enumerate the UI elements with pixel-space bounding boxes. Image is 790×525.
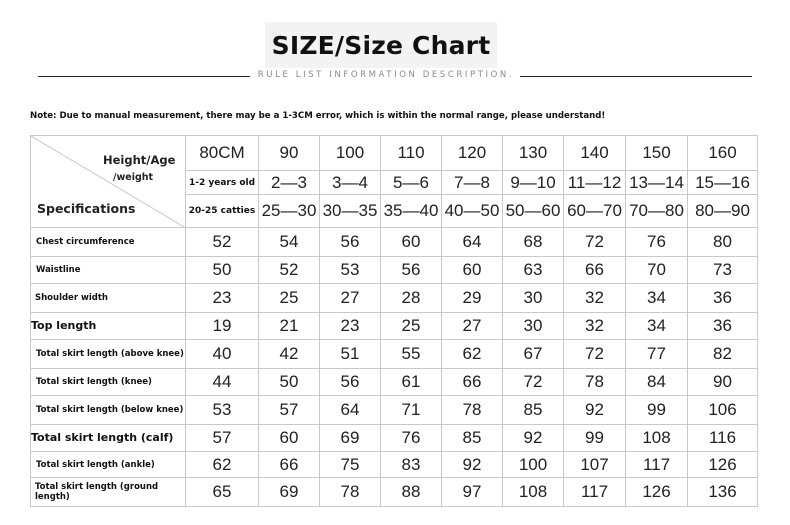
measurement-value: 78 [564,369,626,396]
measurement-value: 99 [626,396,688,425]
measurement-value: 69 [259,478,320,507]
measurement-value: 60 [442,257,503,284]
age-cell: 15—16 [688,171,758,195]
measurement-value: 76 [381,425,442,452]
measurement-value: 85 [503,396,564,425]
height-cell: 100 [320,136,381,171]
measurement-value: 54 [259,228,320,257]
size-chart-table [30,135,758,507]
corner-height-age-label: Height/Age [103,153,176,167]
measurement-value: 61 [381,369,442,396]
age-cell: 3—4 [320,171,381,195]
age-cell: 13—14 [626,171,688,195]
weight-cell: 30—35 [320,195,381,228]
height-cell: 140 [564,136,626,171]
page-title: SIZE/Size Chart [271,30,491,60]
measurement-value: 75 [320,452,381,478]
measurement-value: 52 [186,228,259,257]
age-cell: 9—10 [503,171,564,195]
measurement-value: 36 [688,313,758,340]
measurement-value: 57 [186,425,259,452]
measurement-value: 40 [186,340,259,369]
measurement-row [31,452,758,478]
weight-cell: 70—80 [626,195,688,228]
corner-weight-label: /weight [113,172,154,183]
title-banner [265,22,497,68]
measurement-value: 126 [688,452,758,478]
measurement-label: Shoulder width [31,284,186,313]
age-cell: 7—8 [442,171,503,195]
measurement-row [31,228,758,257]
measurement-value: 88 [381,478,442,507]
age-row-label: 1-2 years old [186,171,259,195]
measurement-value: 25 [381,313,442,340]
measurement-row [31,257,758,284]
weight-cell: 25—30 [259,195,320,228]
height-cell: 130 [503,136,564,171]
measurement-row [31,313,758,340]
measurement-value: 34 [626,284,688,313]
measurement-label: Waistline [31,257,186,284]
measurement-value: 85 [442,425,503,452]
measurement-value: 28 [381,284,442,313]
corner-header-cell [31,136,186,228]
measurement-value: 34 [626,313,688,340]
age-cell: 2—3 [259,171,320,195]
measurement-value: 36 [688,284,758,313]
weight-cell: 80—90 [688,195,758,228]
measurement-value: 82 [688,340,758,369]
measurement-value: 97 [442,478,503,507]
measurement-value: 78 [442,396,503,425]
measurement-value: 100 [503,452,564,478]
measurement-value: 126 [626,478,688,507]
measurement-value: 29 [442,284,503,313]
rule-divider-right [520,76,752,77]
height-cell: 80CM [186,136,259,171]
measurement-value: 92 [442,452,503,478]
measurement-value: 76 [626,228,688,257]
measurement-value: 60 [381,228,442,257]
measurement-row [31,396,758,425]
height-row [31,136,758,171]
measurement-value: 32 [564,284,626,313]
measurement-value: 106 [688,396,758,425]
measurement-value: 116 [688,425,758,452]
measurement-value: 56 [320,228,381,257]
age-cell: 11—12 [564,171,626,195]
measurement-value: 84 [626,369,688,396]
measurement-value: 56 [320,369,381,396]
measurement-value: 77 [626,340,688,369]
measurement-value: 27 [442,313,503,340]
measurement-value: 72 [564,228,626,257]
measurement-value: 68 [503,228,564,257]
measurement-note: Note: Due to manual measurement, there may be a 1-3CM error, which is within the normal range, please understand! [30,111,606,121]
measurement-value: 23 [320,313,381,340]
measurement-value: 25 [259,284,320,313]
measurement-value: 108 [503,478,564,507]
measurement-value: 57 [259,396,320,425]
rule-subtitle: RULE LIST INFORMATION DESCRIPTION. [257,70,515,80]
measurement-value: 55 [381,340,442,369]
measurement-value: 90 [688,369,758,396]
measurement-label: Top length [31,313,186,340]
weight-cell: 50—60 [503,195,564,228]
corner-specifications-label: Specifications [37,201,136,216]
measurement-label: Total skirt length (ankle) [31,452,186,478]
measurement-value: 52 [259,257,320,284]
measurement-value: 72 [503,369,564,396]
measurement-value: 136 [688,478,758,507]
measurement-value: 50 [186,257,259,284]
weight-cell: 35—40 [381,195,442,228]
height-cell: 90 [259,136,320,171]
measurement-value: 30 [503,313,564,340]
measurement-value: 108 [626,425,688,452]
measurement-value: 44 [186,369,259,396]
measurement-value: 99 [564,425,626,452]
measurement-value: 66 [259,452,320,478]
measurement-value: 70 [626,257,688,284]
measurement-value: 67 [503,340,564,369]
measurement-value: 23 [186,284,259,313]
measurement-row [31,369,758,396]
height-cell: 160 [688,136,758,171]
measurement-label: Total skirt length (calf) [31,425,186,452]
measurement-value: 53 [320,257,381,284]
rule-divider-left [38,76,250,77]
measurement-value: 69 [320,425,381,452]
measurement-value: 71 [381,396,442,425]
measurement-label: Total skirt length (knee) [31,369,186,396]
measurement-row [31,478,758,507]
measurement-row [31,340,758,369]
measurement-value: 60 [259,425,320,452]
measurement-value: 66 [442,369,503,396]
measurement-label: Total skirt length (above knee) [31,340,186,369]
measurement-value: 117 [626,452,688,478]
measurement-value: 117 [564,478,626,507]
measurement-value: 50 [259,369,320,396]
measurement-value: 27 [320,284,381,313]
height-cell: 150 [626,136,688,171]
measurement-value: 107 [564,452,626,478]
measurement-value: 92 [564,396,626,425]
measurement-value: 72 [564,340,626,369]
measurement-value: 83 [381,452,442,478]
measurement-value: 66 [564,257,626,284]
height-cell: 120 [442,136,503,171]
measurement-label: Chest circumference [31,228,186,257]
measurement-value: 78 [320,478,381,507]
age-cell: 5—6 [381,171,442,195]
measurement-value: 64 [320,396,381,425]
measurement-value: 32 [564,313,626,340]
measurement-value: 56 [381,257,442,284]
measurement-label: Total skirt length (below knee) [31,396,186,425]
measurement-value: 30 [503,284,564,313]
height-cell: 110 [381,136,442,171]
measurement-value: 73 [688,257,758,284]
weight-cell: 40—50 [442,195,503,228]
measurement-value: 80 [688,228,758,257]
measurement-value: 64 [442,228,503,257]
measurement-value: 63 [503,257,564,284]
measurement-row [31,284,758,313]
weight-row-label: 20-25 catties [186,195,259,228]
measurement-value: 92 [503,425,564,452]
measurement-value: 42 [259,340,320,369]
measurement-value: 65 [186,478,259,507]
measurement-value: 62 [186,452,259,478]
measurement-value: 21 [259,313,320,340]
measurement-label: Total skirt length (ground length) [31,478,186,507]
measurement-value: 51 [320,340,381,369]
measurement-value: 62 [442,340,503,369]
measurement-value: 53 [186,396,259,425]
measurement-value: 19 [186,313,259,340]
measurement-row [31,425,758,452]
weight-cell: 60—70 [564,195,626,228]
